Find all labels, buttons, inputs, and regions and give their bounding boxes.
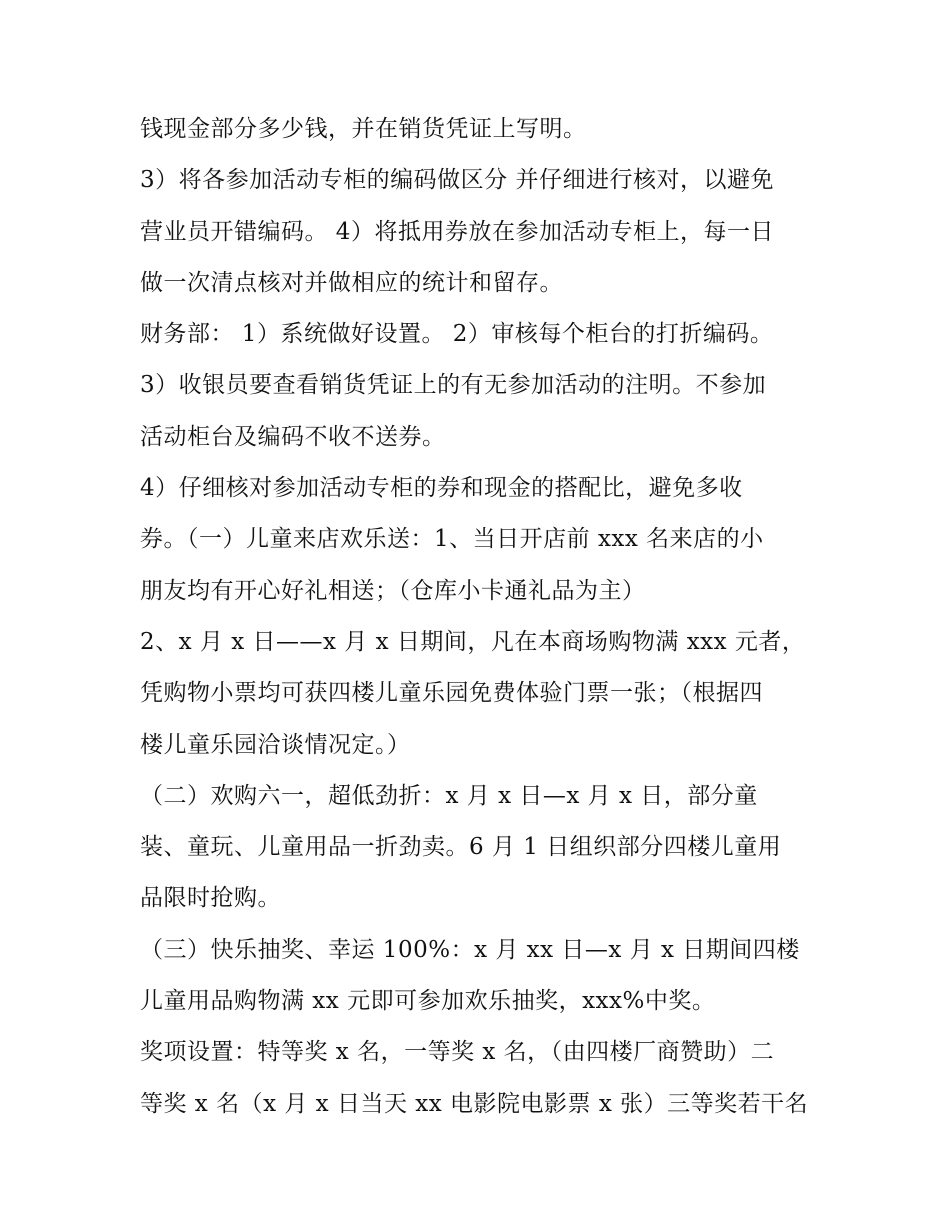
text-line: （三）快乐抽奖、幸运 100%：x 月 xx 日—x 月 x 日期间四楼	[140, 936, 800, 963]
text-line: 儿童用品购物满 xx 元即可参加欢乐抽奖，xxx%中奖。	[140, 988, 716, 1015]
text-line: 凭购物小票均可获四楼儿童乐园免费体验门票一张；（根据四	[140, 680, 763, 707]
text-line: 财务部： 1）系统做好设置。 2）审核每个柜台的打折编码。	[140, 321, 774, 348]
text-line: 4）仔细核对参加活动专柜的券和现金的搭配比，避免多收	[140, 475, 743, 502]
text-line: （二）欢购六一，超低劲折：x 月 x 日—x 月 x 日，部分童	[140, 782, 758, 809]
text-line: 3）收银员要查看销货凭证上的有无参加活动的注明。不参加	[140, 372, 767, 399]
document-text-body	[140, 104, 820, 1130]
text-line: 品限时抢购。	[140, 885, 281, 912]
text-line: 楼儿童乐园洽谈情况定。）	[140, 731, 411, 758]
text-line: 钱现金部分多少钱，并在销货凭证上写明。	[140, 116, 587, 142]
text-line: 等奖 x 名（x 月 x 日当天 xx 电影院电影票 x 张）三等奖若干名	[140, 1090, 809, 1117]
text-line: 券。（一）儿童来店欢乐送：1、当日开店前 xxx 名来店的小	[140, 526, 764, 553]
text-line: 装、童玩、儿童用品一折劲卖。6 月 1 日组织部分四楼儿童用	[140, 834, 782, 861]
text-line: 做一次清点核对并做相应的统计和留存。	[140, 269, 563, 296]
text-line: 营业员开错编码。 4）将抵用券放在参加活动专柜上，每一日	[140, 218, 774, 245]
text-line: 2、x 月 x 日——x 月 x 日期间，凡在本商场购物满 xxx 元者，	[140, 628, 806, 655]
text-line: 朋友均有开心好礼相送；（仓库小卡通礼品为主）	[140, 577, 646, 604]
text-line: 3）将各参加活动专柜的编码做区分 并仔细进行核对，以避免	[140, 167, 774, 194]
text-line: 奖项设置：特等奖 x 名，一等奖 x 名，（由四楼厂商赞助）二	[140, 1039, 775, 1066]
text-line: 活动柜台及编码不收不送券。	[140, 423, 446, 450]
